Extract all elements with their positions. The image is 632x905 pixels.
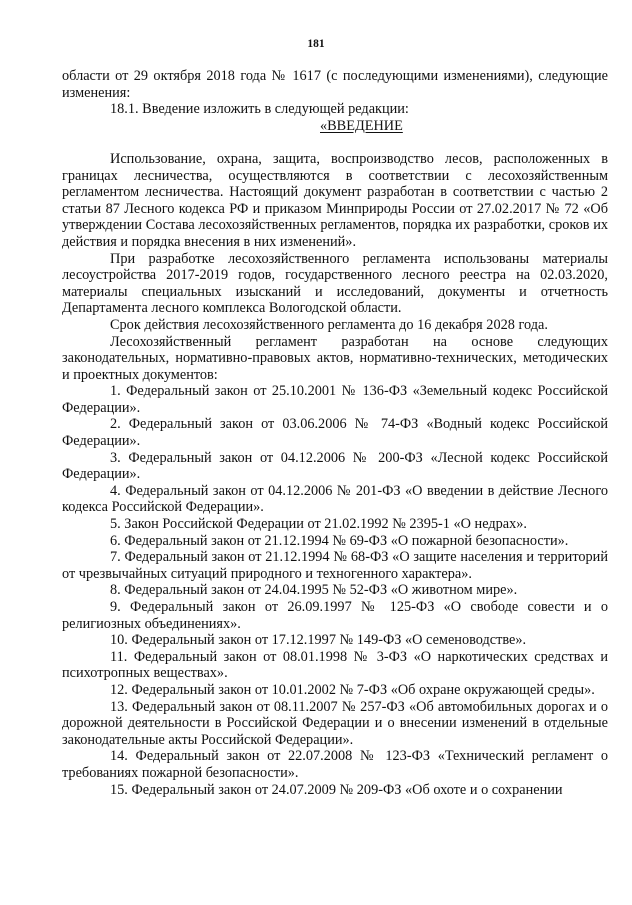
list-item: 11. Федеральный закон от 08.01.1998 № 3-ФЗ «О наркотических средствах и психотропных веществах».	[62, 648, 608, 682]
paragraph: Использование, охрана, защита, воспроизводство лесов, расположенных в границах лесничества, осуществляются в соответствии с лесохозяйственным регламентом лесничества. Настоящий документ разработан в соответствии с частью 2 статьи 87 Лесного кодекса РФ и приказом Минприроды России от 27.02.2017 № 72 «Об утверждении Состава лесохозяйственных регламентов, порядка их разработки, сроков их действия и порядка внесения в них изменений».	[62, 150, 608, 250]
page-number: 181	[307, 38, 325, 50]
list-item: 9. Федеральный закон от 26.09.1997 № 125-ФЗ «О свободе совести и о религиозных объединениях».	[62, 599, 608, 632]
amendment-item: 18.1. Введение изложить в следующей редакции:	[110, 101, 409, 118]
paragraph: При разработке лесохозяйственного регламента использованы материалы лесоустройства 2017-2019 годов, государственного лесного реестра на 02.03.2020, материалы специальных изысканий и исследований, документы и отчетность Департамента лесного комплекса Вологодской области.	[62, 250, 608, 317]
list-item: 2. Федеральный закон от 03.06.2006 № 74-ФЗ «Водный кодекс Российской Федерации».	[62, 416, 608, 450]
list-item: 5. Закон Российской Федерации от 21.02.1992 № 2395-1 «О недрах».	[110, 516, 528, 533]
list-item: 6. Федеральный закон от 21.12.1994 № 69-ФЗ «О пожарной безопасности».	[110, 532, 569, 549]
list-item: 15. Федеральный закон от 24.07.2009 № 209-ФЗ «Об охоте и о сохранении	[110, 781, 563, 798]
list-item: 12. Федеральный закон от 10.01.2002 № 7-ФЗ «Об охране окружающей среды».	[110, 681, 595, 698]
section-heading: «ВВЕДЕНИЕ	[320, 117, 403, 134]
document-body	[62, 68, 608, 798]
list-item: 13. Федеральный закон от 08.11.2007 № 257-ФЗ «Об автомобильных дорогах и о дорожной деятельности в Российской Федерации и о внесении изменений в отдельные законодательные акты Российской Федерации».	[62, 698, 608, 748]
list-item: 1. Федеральный закон от 25.10.2001 № 136-ФЗ «Земельный кодекс Российской Федерации».	[62, 383, 608, 416]
list-item: 7. Федеральный закон от 21.12.1994 № 68-ФЗ «О защите населения и территорий от чрезвычайных ситуаций природного и техногенного характера».	[62, 549, 608, 582]
list-item: 4. Федеральный закон от 04.12.2006 № 201-ФЗ «О введении в действие Лесного кодекса Российской Федерации».	[62, 482, 608, 516]
list-item: 8. Федеральный закон от 24.04.1995 № 52-ФЗ «О животном мире».	[110, 582, 518, 599]
list-item: 10. Федеральный закон от 17.12.1997 № 149-ФЗ «О семеноводстве».	[110, 632, 527, 649]
paragraph: Срок действия лесохозяйственного регламента до 16 декабря 2028 года.	[110, 316, 548, 333]
intro-text: области от 29 октября 2018 года № 1617 (с последующими изменениями), следующие изменения:	[62, 68, 608, 101]
list-item: 3. Федеральный закон от 04.12.2006 № 200-ФЗ «Лесной кодекс Российской Федерации».	[62, 449, 608, 483]
list-item: 14. Федеральный закон от 22.07.2008 № 123-ФЗ «Технический регламент о требованиях пожарной безопасности».	[62, 748, 608, 781]
paragraph: Лесохозяйственный регламент разработан на основе следующих законодательных, нормативно-правовых актов, нормативно-технических, методических и проектных документов:	[62, 333, 608, 383]
